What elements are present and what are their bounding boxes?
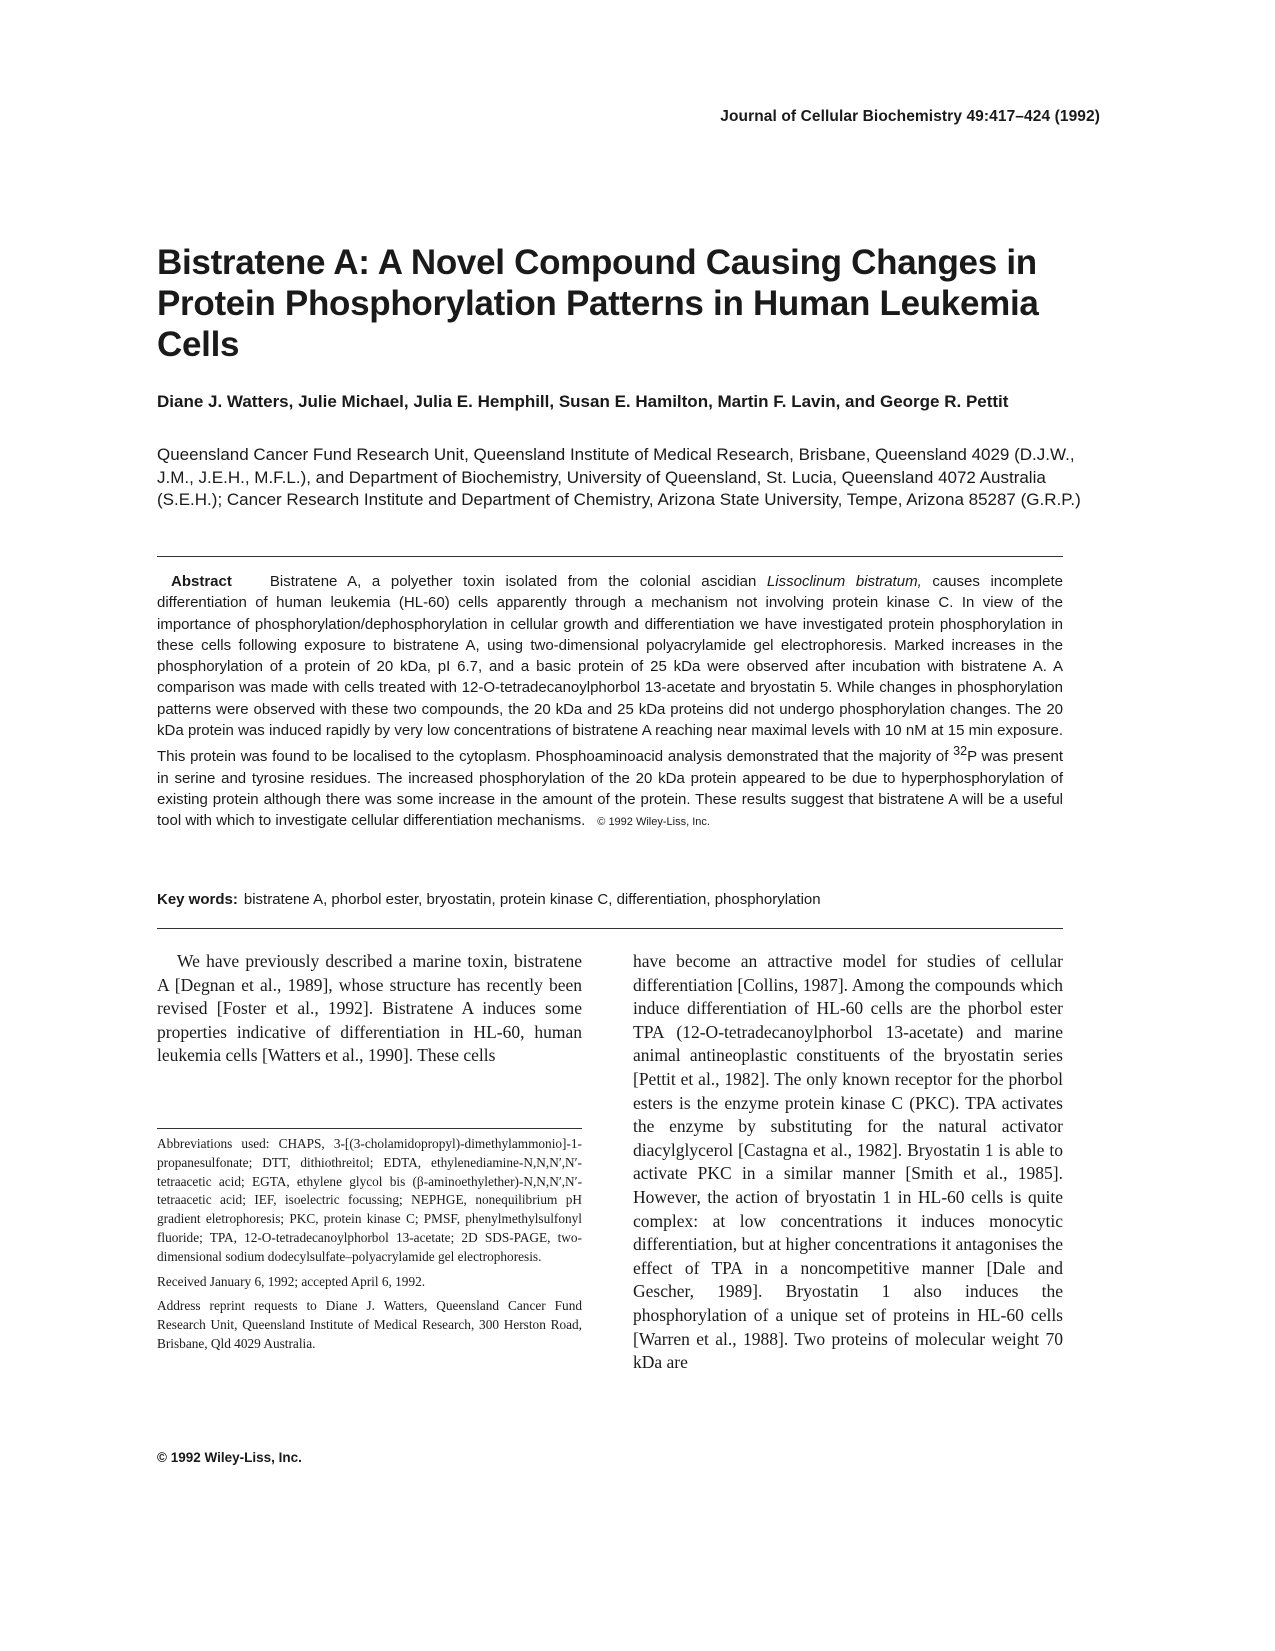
footnote-abbreviations: Abbreviations used: CHAPS, 3-[(3-cholamidopropyl)-dimethylammonio]-1-propanesulfonate; DTT, dithiothreitol; EDTA, ethylenediamine-N,N,N′,N′-tetraacetic acid; EGTA, ethylene glycol bis (β-aminoethylether)-N,N,N′,N′-tetraacetic acid; IEF, isoelectric focussing; NEPHGE, nonequilibrium pH gradient eletrophoresis; PKC, protein kinase C; PMSF, phenylmethylsulfonyl fluoride; TPA, 12-O-tetradecanoylphorbol 13-acetate; 2D SDS-PAGE, two-dimensional sodium dodecylsulfate–polyacrylamide gel electrophoresis.	[157, 1136, 582, 1264]
abstract-text-b: causes incomplete differentiation of human leukemia (HL-60) cells apparently through a mechanism not involving protein kinase C. In view of the importance of phosphorylation/dephosphorylation in cellular growth and differentiation we have investigated protein phosphorylation in these cells following exposure to bistratene A, using two-dimensional polyacrylamide gel electrophoresis. Marked increases in the phosphorylation of a protein of 20 kDa, pI 6.7, and a basic protein of 25 kDa were observed after incubation with bistratene A. A comparison was made with cells treated with 12-O-tetradecanoylphorbol 13-acetate and bryostatin 5. While changes in phosphorylation patterns were observed with these two compounds, the 20 kDa and 25 kDa proteins did not undergo phosphorylation changes. The 20 kDa protein was induced rapidly by very low concentrations of bistratene A reaching near maximal levels with 10 nM at 15 min exposure. This protein was found to be localised to the cytoplasm. Phosphoaminoacid analysis demonstrated that the majority of	[157, 573, 1063, 766]
footer-copyright: © 1992 Wiley-Liss, Inc.	[157, 1450, 302, 1465]
body-column-left	[157, 950, 582, 1068]
abstract-bottom-rule	[157, 928, 1063, 929]
article-title: Bistratene A: A Novel Compound Causing Changes in Protein Phosphorylation Patterns in Human Leukemia Cells	[157, 243, 1039, 364]
abstract-top-rule	[157, 556, 1063, 557]
keywords	[157, 891, 1063, 908]
footnote-reprint: Address reprint requests to Diane J. Watters, Queensland Cancer Fund Research Unit, Queensland Institute of Medical Research, 300 Herston Road, Brisbane, Qld 4029 Australia.	[157, 1298, 582, 1351]
abstract-species: Lissoclinum bistratum,	[766, 573, 922, 590]
affiliation: Queensland Cancer Fund Research Unit, Queensland Institute of Medical Research, Brisbane, Queensland 4029 (D.J.W., J.M., J.E.H., M.F.L.), and Department of Biochemistry, University of Queensland, St. Lucia, Queensland 4072 Australia (S.E.H.); Cancer Research Institute and Department of Chemistry, Arizona State University, Tempe, Arizona 85287 (G.R.P.)	[157, 445, 1081, 509]
abstract-label: Abstract	[171, 573, 232, 590]
abstract	[157, 571, 1063, 834]
author-list: Diane J. Watters, Julie Michael, Julia E. Hemphill, Susan E. Hamilton, Martin F. Lavin, and George R. Pettit	[157, 392, 1009, 411]
body-paragraph: have become an attractive model for studies of cellular differentiation [Collins, 1987]. Among the compounds which induce differentiation of HL-60 cells are the phorbol ester TPA (12-O-tetradecanoylphorbol 13-acetate) and marine animal antineoplastic constituents of the bryostatin series [Pettit et al., 1982]. The only known receptor for the phorbol esters is the enzyme protein kinase C (PKC). TPA activates the enzyme by substituting for the natural activator diacylglycerol [Castagna et al., 1982]. Bryostatin 1 is able to activate PKC in a similar manner [Smith et al., 1985]. However, the action of bryostatin 1 in HL-60 cells is quite complex: at low concentrations it induces monocytic differentiation, but at higher concentrations it antagonises the effect of TPA in a noncompetitive manner [Dale and Gescher, 1989]. Bryostatin 1 also induces the phosphorylation of a unique set of proteins in HL-60 cells [Warren et al., 1988]. Two proteins of molecular weight 70 kDa are	[633, 951, 1063, 1373]
abstract-copyright: © 1992 Wiley-Liss, Inc.	[597, 816, 710, 829]
isotope-superscript: 32	[953, 744, 968, 759]
journal-citation: Journal of Cellular Biochemistry 49:417–424 (1992)	[720, 108, 1100, 125]
abstract-text-a: Bistratene A, a polyether toxin isolated from the colonial ascidian	[269, 573, 767, 590]
footnotes	[157, 1135, 582, 1360]
keywords-label: Key words:	[157, 891, 238, 908]
footnote-received: Received January 6, 1992; accepted April 6, 1992.	[157, 1273, 426, 1289]
abstract-text-c: P was present in serine and tyrosine residues. The increased phosphorylation of the 20 kDa protein appeared to be due to hyperphosphorylation of existing protein although there was some increase in the amount of the protein. These results suggest that bistratene A will be a useful tool with which to investigate cellular differentiation mechanisms.	[157, 748, 1064, 830]
keywords-text: bistratene A, phorbol ester, bryostatin, protein kinase C, differentiation, phosphorylation	[243, 891, 821, 908]
body-column-right	[633, 950, 1063, 1375]
body-paragraph: We have previously described a marine toxin, bistratene A [Degnan et al., 1989], whose structure has recently been revised [Foster et al., 1992]. Bistratene A induces some properties indicative of differentiation in HL-60, human leukemia cells [Watters et al., 1990]. These cells	[157, 951, 582, 1066]
footnote-rule	[157, 1128, 582, 1129]
